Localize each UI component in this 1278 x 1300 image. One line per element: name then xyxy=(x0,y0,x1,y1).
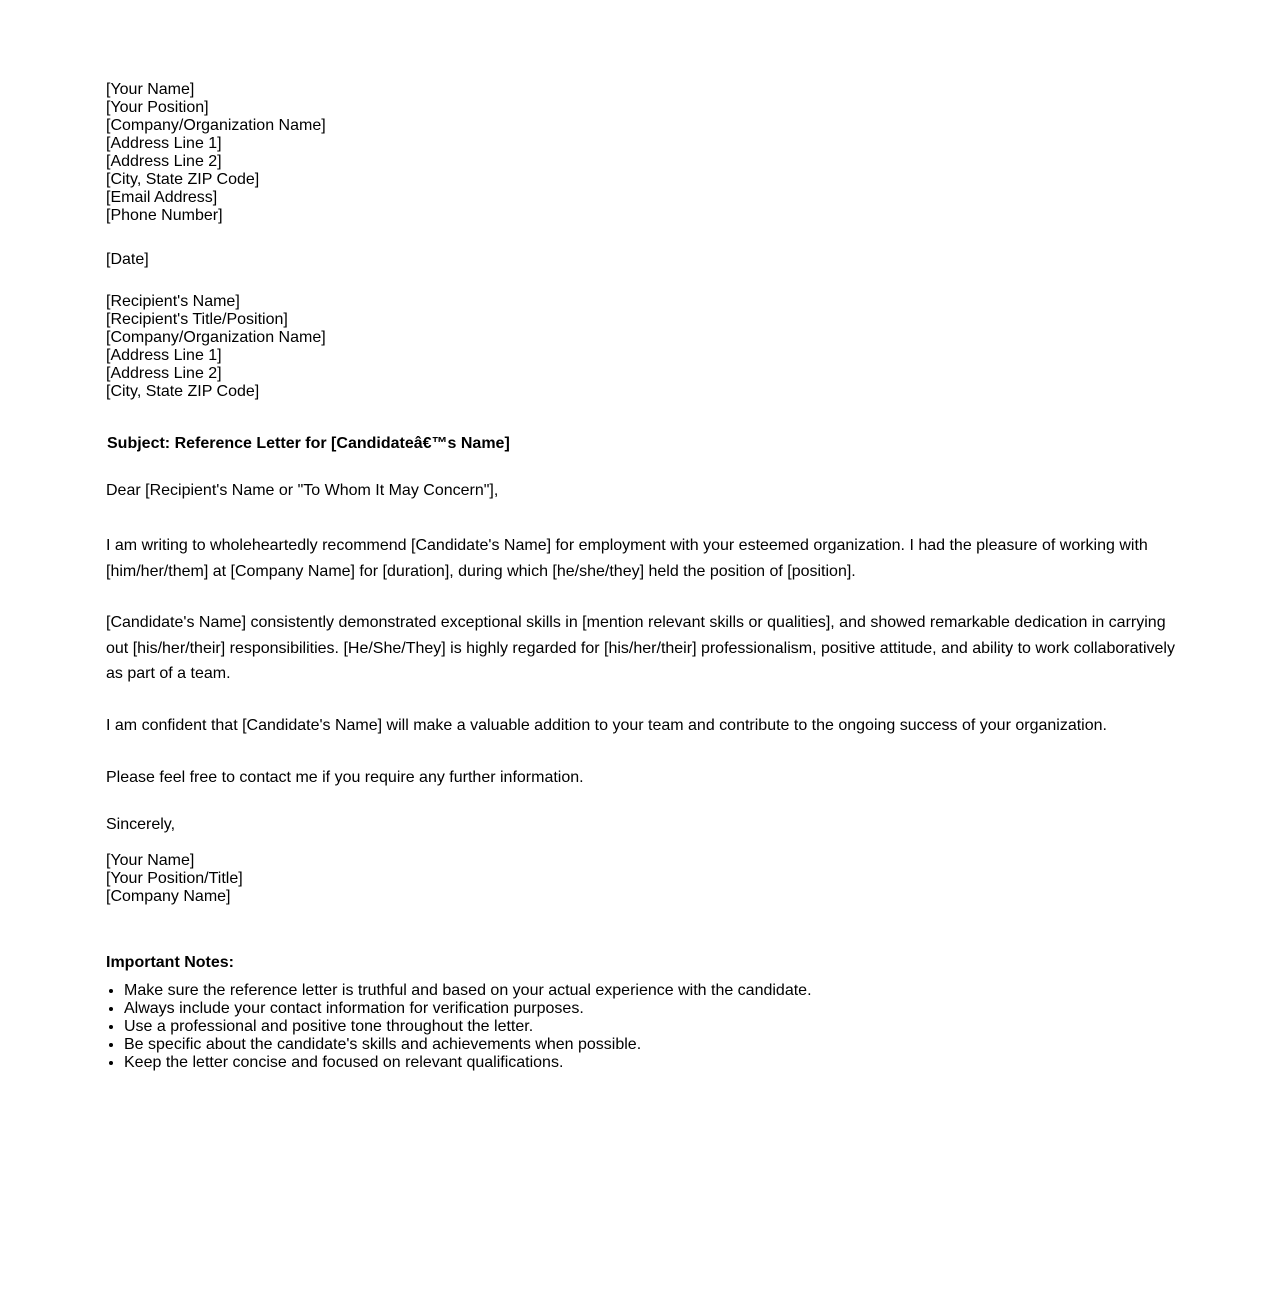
recipient-address-block xyxy=(106,293,1186,401)
recipient-address-line-1: [Address Line 1] xyxy=(106,347,222,364)
signature-company: [Company Name] xyxy=(106,888,231,906)
recipient-title: [Recipient's Title/Position] xyxy=(106,311,288,328)
list-item: • Keep the letter concise and focused on relevant qualifications. xyxy=(124,1054,1186,1072)
sender-position: [Your Position] xyxy=(106,99,209,116)
body-paragraph: [Candidate's Name] consistently demonstrated exceptional skills in [mention relevant skills or qualities], and showed remarkable dedication in carrying out [his/her/their] responsibilities. [He/She/They] is highly regarded for [his/her/their] professionalism, positive attitude, and ability to work collaboratively as part of a team. xyxy=(106,614,1175,683)
body-paragraph: I am writing to wholeheartedly recommend [Candidate's Name] for employment with your esteemed organization. I had the pleasure of working with [him/her/them] at [Company Name] for [duration], during which [he/she/they] held the position of [position]. xyxy=(106,537,1148,580)
sender-address-line-1: [Address Line 1] xyxy=(106,135,222,152)
letter-closing: Sincerely, xyxy=(106,816,176,834)
letter-body xyxy=(106,533,1186,790)
recipient-address-line-2: [Address Line 2] xyxy=(106,365,222,382)
sender-city-state-zip: [City, State ZIP Code] xyxy=(106,171,260,188)
list-item: • Use a professional and positive tone throughout the letter. xyxy=(124,1018,1186,1036)
sender-name: [Your Name] xyxy=(106,81,195,98)
list-item: • Be specific about the candidate's skills and achievements when possible. xyxy=(124,1036,1186,1054)
signature-name: [Your Name] xyxy=(106,852,195,870)
sender-address-line-2: [Address Line 2] xyxy=(106,153,222,170)
notes-title: Important Notes: xyxy=(106,954,234,972)
sender-email: [Email Address] xyxy=(106,189,218,206)
body-paragraph: Please feel free to contact me if you require any further information. xyxy=(106,768,584,786)
notes-section xyxy=(106,954,1186,1072)
sender-phone: [Phone Number] xyxy=(106,207,223,224)
list-item: • Make sure the reference letter is truthful and based on your actual experience with the candidate. xyxy=(124,982,1186,1000)
list-item: • Always include your contact information for verification purposes. xyxy=(124,1000,1186,1018)
recipient-name: [Recipient's Name] xyxy=(106,293,240,310)
signature-block xyxy=(106,852,1186,906)
recipient-city-state-zip: [City, State ZIP Code] xyxy=(106,383,260,400)
notes-list xyxy=(106,982,1186,1072)
signature-position: [Your Position/Title] xyxy=(106,870,243,888)
letter-salutation: Dear [Recipient's Name or "To Whom It May Concern"], xyxy=(106,482,499,499)
body-paragraph: I am confident that [Candidate's Name] will make a valuable addition to your team and contribute to the ongoing success of your organization. xyxy=(106,716,1107,734)
sender-company: [Company/Organization Name] xyxy=(106,117,326,134)
sender-address-block xyxy=(106,81,1186,225)
letter-date: [Date] xyxy=(106,251,149,268)
recipient-company: [Company/Organization Name] xyxy=(106,329,326,346)
letter-subject: Subject: Reference Letter for [Candidateâ€™s Name] xyxy=(107,435,510,452)
